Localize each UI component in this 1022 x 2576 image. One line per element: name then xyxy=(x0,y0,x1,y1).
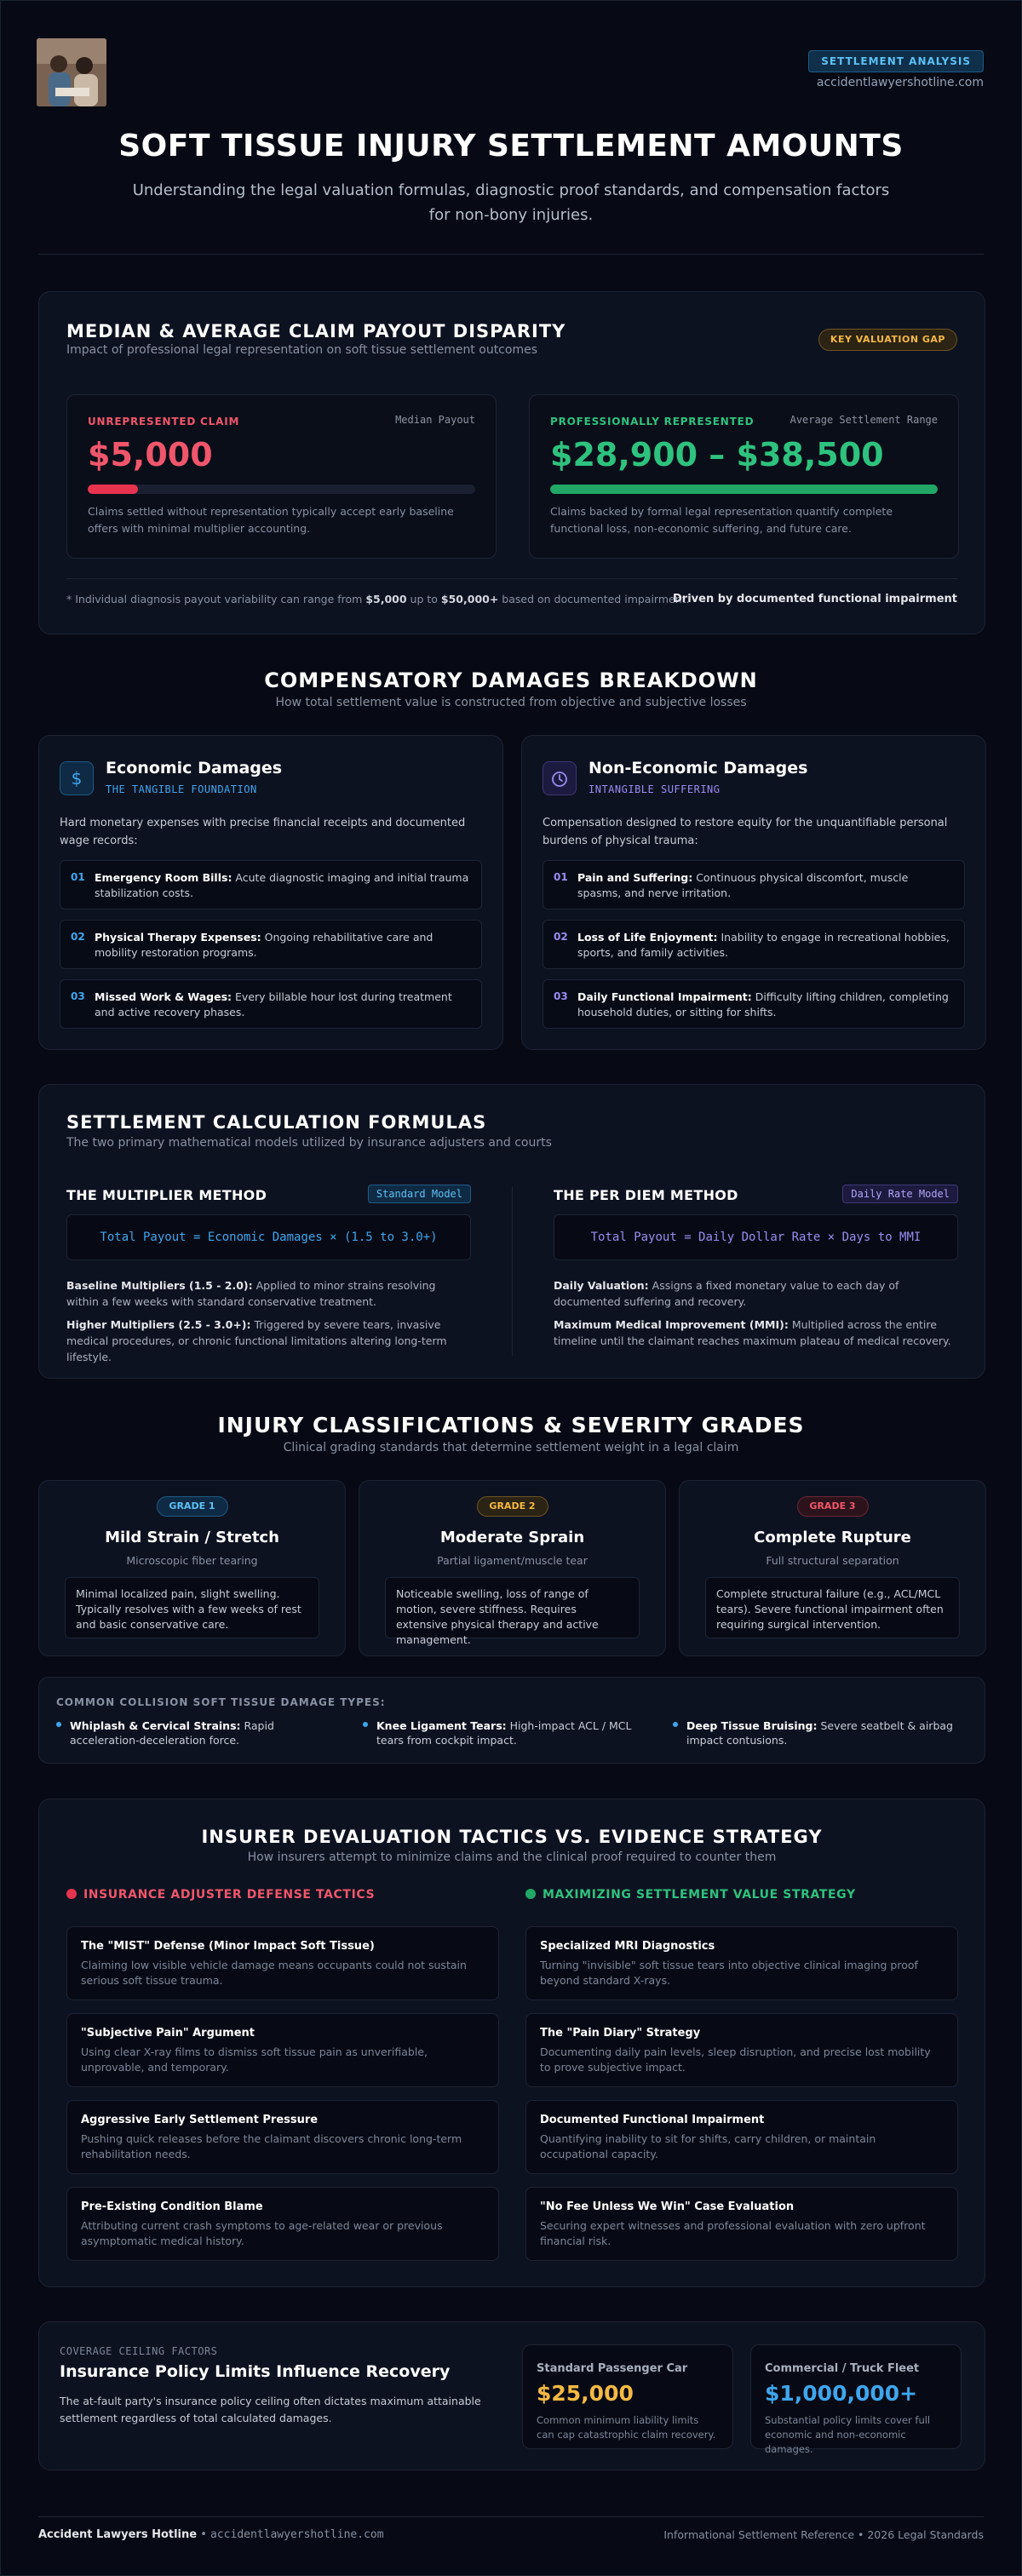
tactic-card xyxy=(66,1926,499,2000)
strategy-title: "No Fee Unless We Win" Case Evaluation xyxy=(540,2200,795,2213)
footer-domain-link[interactable]: accidentlawyershotline.com xyxy=(210,2528,384,2541)
item-bold: Physical Therapy Expenses: xyxy=(95,931,261,944)
formulas-title: SETTLEMENT CALCULATION FORMULAS xyxy=(66,1112,487,1133)
page-subtitle xyxy=(1,178,1021,227)
tactic-desc: Attributing current crash symptoms to age-related wear or previous asymptomatic medical history. xyxy=(81,2219,443,2247)
item-number: 01 xyxy=(71,871,85,883)
car-amount: $25,000 xyxy=(537,2381,634,2406)
payout-disparity-card xyxy=(38,291,985,634)
median-payout-label: Median Payout xyxy=(395,414,475,426)
item-text xyxy=(95,870,469,901)
strategy-card xyxy=(525,1926,958,2000)
economic-damages-card xyxy=(38,735,503,1050)
strategy-title: Documented Functional Impairment xyxy=(540,2114,765,2126)
tactics-header xyxy=(39,1827,985,1864)
type-desc: High-impact ACL / MCL tears from cockpit impact. xyxy=(376,1719,632,1747)
item-bold: Pain and Suffering: xyxy=(577,871,693,884)
adjuster-tactics-label: INSURANCE ADJUSTER DEFENSE TACTICS xyxy=(83,1888,376,1902)
item-desc: Acute diagnostic imaging and initial trauma stabilization costs. xyxy=(95,871,469,899)
car-desc: Common minimum liability limits can cap catastrophic claim recovery. xyxy=(537,2414,716,2441)
grades-subtitle: Clinical grading standards that determine settlement weight in a legal claim xyxy=(283,1441,739,1454)
item-bold: Daily Functional Impairment: xyxy=(577,990,752,1003)
economic-item xyxy=(60,860,482,909)
payout-title: MEDIAN & AVERAGE CLAIM PAYOUT DISPARITY xyxy=(66,321,566,341)
item-bold: Loss of Life Enjoyment: xyxy=(577,931,718,944)
strategy-heading xyxy=(525,1888,856,1902)
daily-rate-tag: Daily Rate Model xyxy=(842,1185,958,1203)
multiplier-method xyxy=(66,1187,471,1363)
item-text xyxy=(577,870,952,901)
unrepresented-desc: Claims settled without representation typically accept early baseline offers with minimal multiplier accounting. xyxy=(88,505,454,535)
strategy-card xyxy=(525,2100,958,2174)
passenger-car-limit-card xyxy=(522,2344,733,2449)
strategy-title: Specialized MRI Diagnostics xyxy=(540,1940,715,1953)
grade-subtitle: Full structural separation xyxy=(766,1554,899,1567)
adjuster-tactics-heading xyxy=(66,1888,375,1902)
non-economic-heading: Non-Economic Damages xyxy=(589,759,808,777)
grades-header xyxy=(1,1413,1021,1454)
policy-title: Insurance Policy Limits Influence Recovery xyxy=(60,2362,451,2381)
grade-subtitle: Microscopic fiber tearing xyxy=(126,1554,258,1567)
economic-intro: Hard monetary expenses with precise financial receipts and documented wage records: xyxy=(60,817,466,847)
grade-1-pill: GRADE 1 xyxy=(156,1496,227,1517)
damage-type-item xyxy=(56,1718,337,1747)
item-desc: Difficulty lifting children, completing household duties, or sitting for shifts. xyxy=(577,990,949,1018)
mmi-label: Maximum Medical Improvement (MMI): xyxy=(554,1318,789,1331)
grade-2-pill: GRADE 2 xyxy=(476,1496,548,1517)
tactic-card xyxy=(66,2187,499,2261)
policy-desc: The at-fault party's insurance policy ceiling often dictates maximum attainable settlement regardless of total calculated damages. xyxy=(60,2395,481,2424)
type-bold: Whiplash & Cervical Strains: xyxy=(70,1719,241,1732)
footer-brand-name: Accident Lawyers Hotline xyxy=(38,2528,198,2541)
unrepresented-bar xyxy=(88,485,475,494)
red-dot-icon xyxy=(66,1889,77,1899)
header-divider xyxy=(38,254,984,255)
daily-text: Assigns a fixed monetary value to each day of documented suffering and recovery. xyxy=(554,1279,899,1308)
unrepresented-label: UNREPRESENTED CLAIM xyxy=(88,416,240,427)
grade-title: Moderate Sprain xyxy=(439,1529,585,1546)
grade-description: Minimal localized pain, slight swelling. Typically resolves with a few weeks of rest and basic conservative care. xyxy=(65,1577,319,1638)
higher-label: Higher Multipliers (2.5 - 3.0+): xyxy=(66,1318,251,1331)
page-title: SOFT TISSUE INJURY SETTLEMENT AMOUNTS xyxy=(118,129,904,164)
logo-photo xyxy=(37,38,106,106)
higher-text: Triggered by severe tears, invasive medical procedures, or chronic functional limitations altering long-term lifestyle. xyxy=(66,1318,447,1363)
represented-panel xyxy=(529,394,959,559)
type-desc: Rapid acceleration-deceleration force. xyxy=(70,1719,274,1747)
baseline-text: Applied to minor strains resolving within a few weeks with standard conservative treatment. xyxy=(66,1279,436,1308)
footnote-suffix: based on documented impairment. xyxy=(498,593,690,605)
tactic-desc: Pushing quick releases before the claimant discovers chronic long-term rehabilitation needs. xyxy=(81,2132,462,2160)
non-economic-item xyxy=(543,920,965,969)
grade-title: Mild Strain / Stretch xyxy=(105,1529,279,1546)
truck-heading: Commercial / Truck Fleet xyxy=(765,2362,920,2375)
type-bold: Knee Ligament Tears: xyxy=(376,1719,507,1732)
item-number: 01 xyxy=(554,871,568,883)
tactic-title: "Subjective Pain" Argument xyxy=(81,2027,255,2040)
grade-3-card xyxy=(679,1480,986,1656)
grades-title: INJURY CLASSIFICATIONS & SEVERITY GRADES xyxy=(217,1413,805,1437)
tactic-title: Aggressive Early Settlement Pressure xyxy=(81,2114,319,2126)
non-economic-intro: Compensation designed to restore equity for the unquantifiable personal burdens of physical trauma: xyxy=(543,817,948,847)
per-diem-heading: THE PER DIEM METHOD xyxy=(554,1187,738,1203)
tactic-desc: Claiming low visible vehicle damage means occupants could not sustain serious soft tissue trauma. xyxy=(81,1959,467,1987)
item-number: 03 xyxy=(554,990,568,1002)
economic-heading: Economic Damages xyxy=(106,759,283,777)
payout-subtitle: Impact of professional legal representation on soft tissue settlement outcomes xyxy=(66,343,537,357)
multiplier-heading: THE MULTIPLIER METHOD xyxy=(66,1187,267,1203)
bullet-icon xyxy=(56,1722,61,1727)
grade-1-card xyxy=(38,1480,346,1656)
grade-title: Complete Rupture xyxy=(754,1529,911,1546)
tactic-desc: Using clear X-ray films to dismiss soft tissue pain as unverifiable, unprovable, and temporary. xyxy=(81,2045,428,2074)
damages-title: COMPENSATORY DAMAGES BREAKDOWN xyxy=(264,668,758,692)
footnote-high: $50,000+ xyxy=(440,593,499,605)
type-bold: Deep Tissue Bruising: xyxy=(686,1719,818,1732)
formulas-subtitle: The two primary mathematical models utilized by insurance adjusters and courts xyxy=(66,1136,552,1150)
strategy-desc: Documenting daily pain levels, sleep disruption, and precise lost mobility to prove subjective impact. xyxy=(540,2045,931,2074)
damages-header xyxy=(1,668,1021,709)
unrepresented-amount: $5,000 xyxy=(88,436,213,473)
grade-subtitle: Partial ligament/muscle tear xyxy=(437,1554,588,1567)
per-diem-formula: Total Payout = Daily Dollar Rate × Days to MMI xyxy=(554,1214,958,1260)
represented-bar xyxy=(550,485,938,494)
clock-icon xyxy=(543,761,577,795)
multiplier-formula: Total Payout = Economic Damages × (1.5 to 3.0+) xyxy=(66,1214,471,1260)
green-dot-icon xyxy=(525,1889,536,1899)
per-diem-daily xyxy=(554,1277,958,1310)
non-economic-item xyxy=(543,860,965,909)
item-text xyxy=(577,990,952,1020)
grade-3-pill: GRADE 3 xyxy=(796,1496,868,1517)
footnote-prefix: * Individual diagnosis payout variability can range from xyxy=(66,593,366,605)
header xyxy=(1,1,1021,239)
represented-bar-fill xyxy=(550,485,938,494)
standard-model-tag: Standard Model xyxy=(368,1185,471,1203)
footer-brand xyxy=(38,2528,384,2541)
subtitle-line-1: Understanding the legal valuation formulas, diagnostic proof standards, and compensation factors xyxy=(132,181,890,199)
truck-fleet-limit-card xyxy=(750,2344,962,2455)
item-number: 03 xyxy=(71,990,85,1002)
footer xyxy=(38,2516,984,2550)
economic-tag: THE TANGIBLE FOUNDATION xyxy=(106,783,257,795)
grade-2-card xyxy=(359,1480,666,1656)
footer-separator: • xyxy=(197,2528,211,2541)
strategy-label: MAXIMIZING SETTLEMENT VALUE STRATEGY xyxy=(543,1888,856,1902)
grade-description: Complete structural failure (e.g., ACL/MCL tears). Severe functional impairment often requiring surgical intervention. xyxy=(705,1577,960,1638)
damage-types-caption: COMMON COLLISION SOFT TISSUE DAMAGE TYPES: xyxy=(56,1696,386,1708)
type-desc: Severe seatbelt & airbag impact contusions. xyxy=(686,1719,953,1747)
item-desc: Every billable hour lost during treatment and active recovery phases. xyxy=(95,990,452,1018)
non-economic-tag: INTANGIBLE SUFFERING xyxy=(589,783,721,795)
mmi-text: Multiplied across the entire timeline until the claimant reaches maximum plateau of medical recovery. xyxy=(554,1318,951,1347)
tactics-subtitle: How insurers attempt to minimize claims and the clinical proof required to counter them xyxy=(247,1850,777,1864)
item-desc: Inability to engage in recreational hobbies, sports, and family activities. xyxy=(577,931,950,959)
economic-item xyxy=(60,920,482,969)
site-domain[interactable]: accidentlawyershotline.com xyxy=(816,76,984,89)
represented-desc: Claims backed by formal legal representation quantify complete functional loss, non-economic suffering, and future care. xyxy=(550,505,893,535)
formulas-card xyxy=(38,1084,985,1379)
bullet-icon xyxy=(363,1722,368,1727)
item-desc: Ongoing rehabilitative care and mobility restoration programs. xyxy=(95,931,433,959)
car-heading: Standard Passenger Car xyxy=(537,2362,688,2375)
payout-divider xyxy=(66,578,957,579)
tactic-title: The "MIST" Defense (Minor Impact Soft Tissue) xyxy=(81,1940,375,1953)
multiplier-higher xyxy=(66,1317,471,1365)
damage-type-item xyxy=(673,1718,954,1747)
valuation-gap-badge: KEY VALUATION GAP xyxy=(818,329,957,351)
non-economic-damages-card xyxy=(521,735,986,1050)
strategy-title: The "Pain Diary" Strategy xyxy=(540,2027,701,2040)
strategy-card xyxy=(525,2187,958,2261)
truck-amount: $1,000,000+ xyxy=(765,2381,918,2406)
represented-amount: $28,900 – $38,500 xyxy=(550,436,884,473)
item-number: 02 xyxy=(71,931,85,943)
average-range-label: Average Settlement Range xyxy=(789,414,938,426)
bullet-icon xyxy=(673,1722,678,1727)
strategy-desc: Turning "invisible" soft tissue tears into objective clinical imaging proof beyond standard X-rays. xyxy=(540,1959,918,1987)
per-diem-method xyxy=(554,1187,958,1347)
footer-reference: Informational Settlement Reference • 2026 Legal Standards xyxy=(663,2528,984,2541)
damage-type-item xyxy=(363,1718,644,1747)
strategy-card xyxy=(525,2013,958,2087)
per-diem-mmi xyxy=(554,1317,958,1349)
item-text xyxy=(95,930,469,961)
truck-desc: Substantial policy limits cover full economic and non-economic damages. xyxy=(765,2414,931,2455)
economic-item xyxy=(60,979,482,1029)
daily-label: Daily Valuation: xyxy=(554,1279,649,1292)
strategy-desc: Securing expert witnesses and professional evaluation with zero upfront financial risk. xyxy=(540,2219,926,2247)
settlement-analysis-badge: SETTLEMENT ANALYSIS xyxy=(808,50,984,72)
grade-description: Noticeable swelling, loss of range of motion, severe stiffness. Requires extensive physical therapy and active management. xyxy=(385,1577,640,1638)
tactics-title: INSURER DEVALUATION TACTICS VS. EVIDENCE STRATEGY xyxy=(201,1827,823,1847)
formulas-header xyxy=(66,1112,552,1150)
item-text xyxy=(577,930,952,961)
dollar-icon: $ xyxy=(60,761,94,795)
item-bold: Emergency Room Bills: xyxy=(95,871,233,884)
payout-driver-note: Driven by documented functional impairment xyxy=(673,593,957,605)
footnote-mid: up to xyxy=(406,593,441,605)
non-economic-item xyxy=(543,979,965,1029)
item-desc: Continuous physical discomfort, muscle spasms, and nerve irritation. xyxy=(577,871,909,899)
multiplier-baseline xyxy=(66,1277,471,1310)
subtitle-line-2: for non-bony injuries. xyxy=(428,206,594,224)
represented-label: PROFESSIONALLY REPRESENTED xyxy=(550,416,755,427)
item-text xyxy=(95,990,469,1020)
payout-header xyxy=(66,321,566,357)
unrepresented-panel xyxy=(66,394,497,559)
item-bold: Missed Work & Wages: xyxy=(95,990,233,1003)
damages-subtitle: How total settlement value is constructed from objective and subjective losses xyxy=(275,696,747,709)
damage-types-card xyxy=(38,1677,985,1764)
policy-caption: COVERAGE CEILING FACTORS xyxy=(60,2345,218,2357)
unrepresented-bar-fill xyxy=(88,485,138,494)
item-number: 02 xyxy=(554,931,568,943)
baseline-label: Baseline Multipliers (1.5 - 2.0): xyxy=(66,1279,253,1292)
formulas-divider xyxy=(512,1187,513,1356)
footnote-low: $5,000 xyxy=(365,593,407,605)
payout-footnote xyxy=(66,593,690,605)
strategy-desc: Quantifying inability to sit for shifts, carry children, or maintain occupational capacity. xyxy=(540,2132,876,2160)
tactic-card xyxy=(66,2013,499,2087)
tactic-title: Pre-Existing Condition Blame xyxy=(81,2200,263,2213)
tactic-card xyxy=(66,2100,499,2174)
